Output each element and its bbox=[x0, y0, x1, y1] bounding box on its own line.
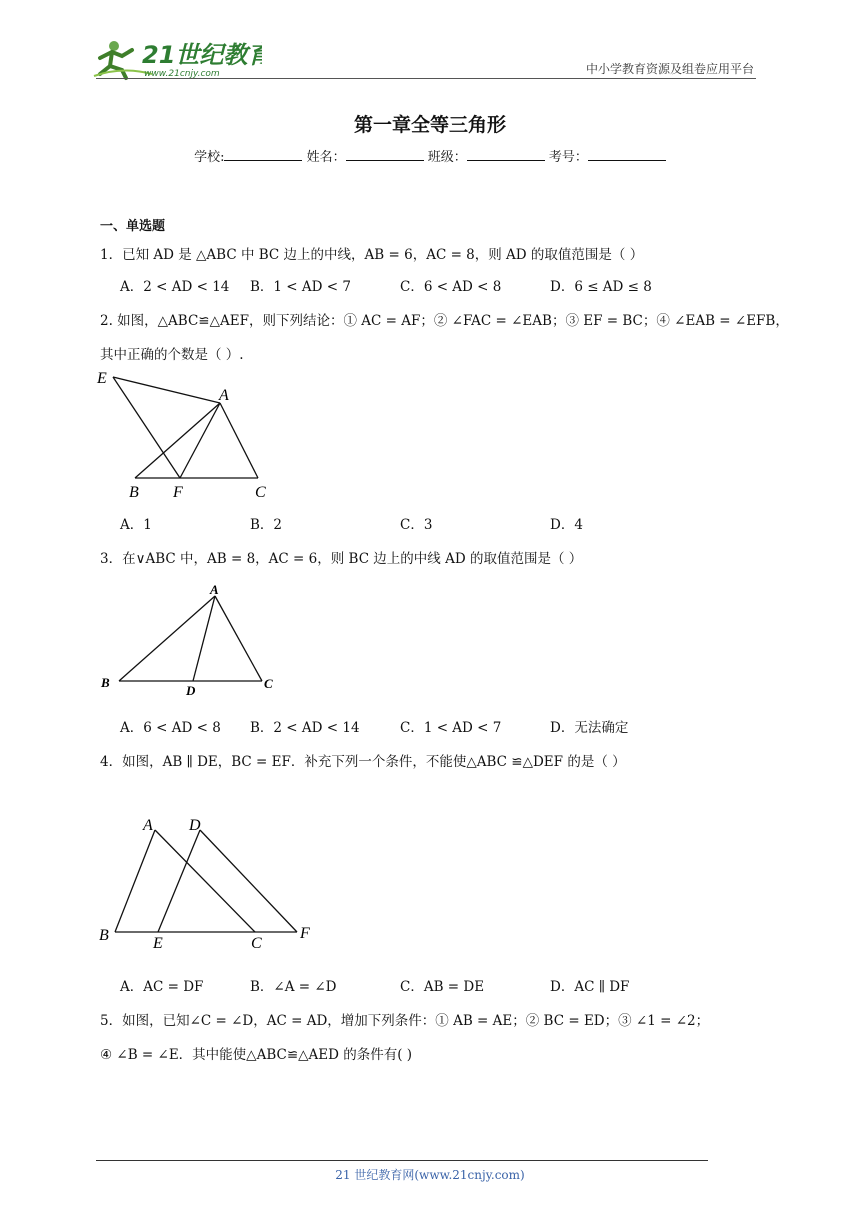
question-2-text: 2. 如图，△ABC≌△AEF，则下列结论：① AC = AF；② ∠FAC = ∠EAB；③ EF = BC；④ ∠EAB = ∠EFB， bbox=[100, 313, 789, 329]
header-divider bbox=[96, 78, 756, 79]
runner-logo-icon bbox=[92, 36, 262, 82]
q4-line-df bbox=[200, 830, 297, 932]
q4-label-f: F bbox=[300, 925, 310, 942]
q3-option-c[interactable]: C．1 < AD < 7 bbox=[400, 720, 502, 736]
q4-line-ac bbox=[155, 830, 255, 932]
q3-label-d: D bbox=[186, 683, 196, 698]
q3-option-a[interactable]: A．6 < AD < 8 bbox=[120, 720, 221, 736]
q4-option-a[interactable]: A．AC = DF bbox=[120, 979, 204, 995]
q2-figure bbox=[95, 365, 285, 500]
q3-line-ad bbox=[193, 596, 215, 681]
q1-option-b[interactable]: B．1 < AD < 7 bbox=[250, 279, 351, 295]
footer-divider bbox=[96, 1160, 708, 1161]
q2-line-af bbox=[180, 403, 220, 478]
school-label: 学校: bbox=[194, 150, 225, 165]
q3-label-b: B bbox=[101, 675, 110, 690]
q2-label-c: C bbox=[255, 484, 266, 500]
question-3-text: 3．在∨ABC 中，AB = 8，AC = 6，则 BC 边上的中线 AD 的取值范围是（ ） bbox=[100, 551, 583, 567]
school-blank[interactable] bbox=[224, 148, 302, 161]
q2-label-e: E bbox=[97, 370, 107, 387]
q3-option-b[interactable]: B．2 < AD < 14 bbox=[250, 720, 360, 736]
q2-option-d[interactable]: D．4 bbox=[550, 517, 583, 533]
page-title: 第一章全等三角形 bbox=[353, 114, 506, 136]
q3-option-d[interactable]: D．无法确定 bbox=[550, 720, 629, 736]
logo bbox=[92, 36, 262, 82]
q4-label-c: C bbox=[251, 935, 262, 952]
q2-option-a[interactable]: A．1 bbox=[120, 517, 152, 533]
q2-line-ab bbox=[135, 403, 220, 478]
q3-label-a: A bbox=[210, 582, 219, 597]
q4-line-ab bbox=[115, 830, 155, 932]
q4-figure bbox=[95, 812, 325, 952]
footer-link[interactable]: 21 世纪教育网(www.21cnjy.com) bbox=[335, 1168, 525, 1182]
q2-line-ef bbox=[113, 377, 180, 478]
q2-option-c[interactable]: C．3 bbox=[400, 517, 433, 533]
student-info-line bbox=[0, 146, 860, 165]
platform-name: 中小学教育资源及组卷应用平台 bbox=[585, 62, 754, 76]
q3-figure bbox=[95, 578, 285, 698]
q3-label-c: C bbox=[264, 676, 273, 691]
q4-label-e: E bbox=[153, 935, 163, 952]
q2-label-f: F bbox=[173, 484, 183, 500]
q3-line-ab bbox=[119, 596, 215, 681]
exam-no-label: 考号： bbox=[548, 150, 588, 165]
q2-option-b[interactable]: B．2 bbox=[250, 517, 283, 533]
q1-option-c[interactable]: C．6 < AD < 8 bbox=[400, 279, 502, 295]
q2-line-ac bbox=[220, 403, 258, 478]
section-title: 一、单选题 bbox=[100, 219, 166, 234]
logo-sub-text: www.21cnjy.com bbox=[144, 69, 220, 79]
class-blank[interactable] bbox=[467, 148, 545, 161]
q2-label-a: A bbox=[219, 387, 229, 404]
question-2-text-cont: 其中正确的个数是（ ）. bbox=[100, 347, 244, 363]
q1-option-a[interactable]: A．2 < AD < 14 bbox=[120, 279, 230, 295]
q4-option-d[interactable]: D．AC ∥ DF bbox=[550, 979, 630, 995]
q4-option-c[interactable]: C．AB = DE bbox=[400, 979, 485, 995]
exam-no-blank[interactable] bbox=[588, 148, 666, 161]
q4-label-b: B bbox=[99, 927, 109, 944]
name-label: 姓名： bbox=[306, 150, 346, 165]
q2-label-b: B bbox=[129, 484, 139, 500]
question-5-text: 5．如图，已知∠C = ∠D，AC = AD，增加下列条件：① AB = AE；② BC = ED；③ ∠1 = ∠2； bbox=[100, 1013, 710, 1029]
name-blank[interactable] bbox=[346, 148, 424, 161]
q2-line-ea bbox=[113, 377, 220, 403]
logo-main-text: 21世纪教育 bbox=[142, 41, 262, 69]
question-5-text-cont: ④ ∠B = ∠E．其中能使△ABC≌△AED 的条件有( ) bbox=[100, 1047, 413, 1063]
question-4-text: 4．如图，AB ∥ DE，BC = EF．补充下列一个条件，不能使△ABC ≌△DEF 的是（ ） bbox=[100, 754, 626, 770]
q3-line-ac bbox=[215, 596, 262, 681]
q4-option-b[interactable]: B．∠A = ∠D bbox=[250, 979, 337, 995]
class-label: 班级： bbox=[427, 150, 467, 165]
q1-option-d[interactable]: D．6 ≤ AD ≤ 8 bbox=[550, 279, 652, 295]
q4-label-a: A bbox=[143, 817, 153, 834]
q4-label-d: D bbox=[189, 817, 201, 834]
question-1-text: 1．已知 AD 是 △ABC 中 BC 边上的中线，AB = 6，AC = 8，则 AD 的取值范围是（ ） bbox=[100, 247, 644, 263]
q4-line-de bbox=[158, 830, 200, 932]
